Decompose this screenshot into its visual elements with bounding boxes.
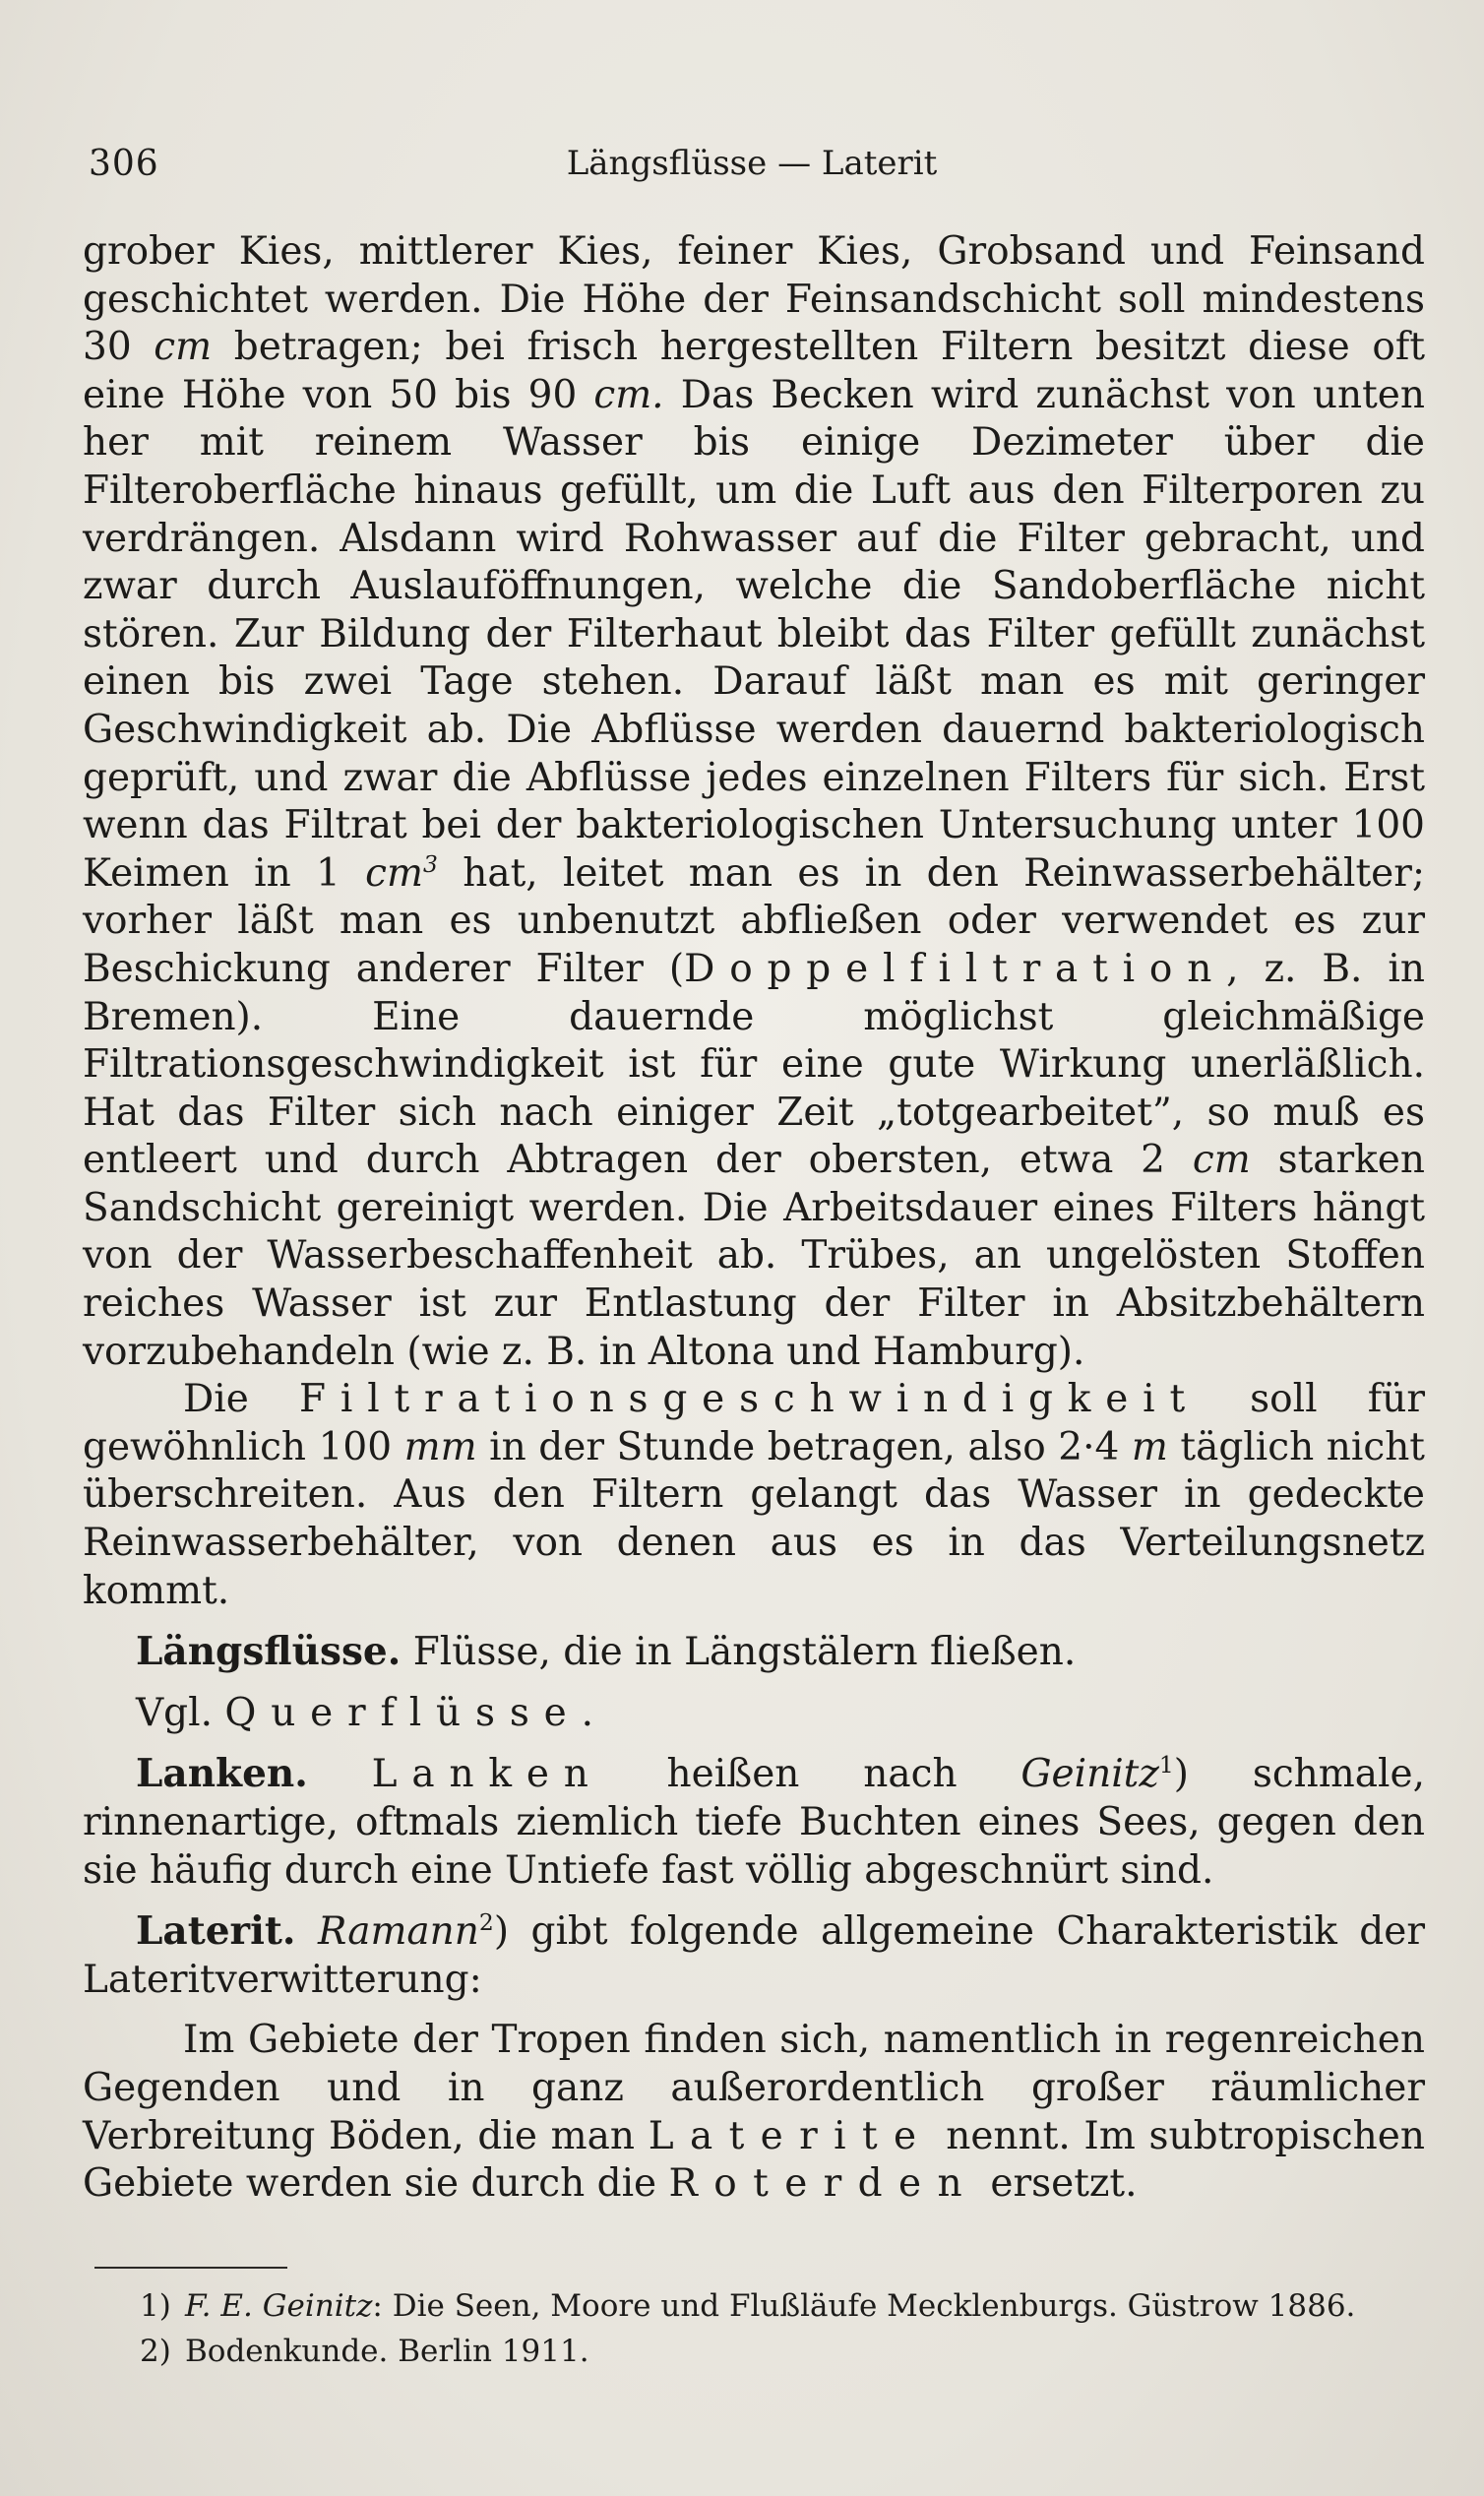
- footnote: 2) Bodenkunde. Berlin 1911.: [83, 2329, 1425, 2374]
- page-number: 306: [89, 144, 159, 184]
- spaced-term: Roterden: [668, 2161, 978, 2207]
- entry-laengsfluesse: Längsflüsse. Flüsse, die in Längstälern fließen.: [136, 1629, 1077, 1675]
- cross-reference: Vgl. Querflüsse.: [136, 1690, 593, 1735]
- body-text: [83, 228, 1425, 2221]
- spaced-term: Lanken: [371, 1752, 603, 1797]
- footnote-mark: 1): [140, 2288, 171, 2324]
- footnote-ref: 2: [478, 1908, 494, 1937]
- footnote-divider: [94, 2267, 287, 2269]
- unit: mm: [403, 1424, 477, 1469]
- spaced-term: Laterite: [648, 2113, 933, 2158]
- paragraph-filtration-speed: Die Filtrationsgeschwindigkeit soll für gewöhnlich 100 mm in der Stunde betragen, also 2·4 m täglich nicht überschreiten. Aus den Filtern gelangt das Wasser in gedeckte Reinwasserbehälter, von denen aus es in das Verteilungsnetz kommt.: [83, 1377, 1425, 1613]
- unit: m: [1131, 1424, 1168, 1469]
- footnotes: [83, 2283, 1425, 2374]
- superscript: 3: [423, 849, 438, 878]
- author-name: F. E. Geinitz: [185, 2288, 373, 2324]
- entry-heading: Laterit.: [136, 1908, 296, 1955]
- spaced-term: Doppelfiltration: [684, 946, 1227, 991]
- entry-heading: Lanken.: [136, 1751, 308, 1797]
- entry-laterit: Laterit. Ramann$^2$) gibt folgende allgemeine Charakteristik der Lateritverwitterung:: [83, 1908, 1425, 2002]
- unit: cm: [154, 325, 213, 370]
- spaced-term: Querflüsse: [224, 1690, 582, 1735]
- paragraph-filter-construction: grober Kies, mittlerer Kies, feiner Kies, Grobsand und Feinsand geschichtet werden. Die Höhe der Feinsandschicht soll mindestens 30 cm betragen; bei frisch hergestellten Filtern besitzt diese oft eine Höhe von 50 bis 90 cm. Das Becken wird zunächst von unten her mit reinem Wasser bis einige Dezimeter über die Filteroberfläche hinaus gefüllt, um die Luft aus den Filterporen zu verdrängen. Alsdann wird Rohwasser auf die Filter gebracht, und zwar durch Auslauföffnungen, welche die Sandoberfläche nicht stören. Zur Bildung der Filterhaut bleibt das Filter gefüllt zunächst einen bis zwei Tage stehen. Darauf läßt man es mit geringer Geschwindigkeit ab. Die Abflüsse werden dauernd bakteriologisch geprüft, und zwar die Abflüsse jedes einzelnen Filters für sich. Erst wenn das Filtrat bei der bakteriologischen Untersuchung unter 100 Keimen in 1 $cm^3$ hat, leitet man es in den Reinwasserbehälter; vorher läßt man es unbenutzt abfließen oder verwendet es zur Beschickung anderer Filter (Doppelfiltration, z. B. in Bremen). Eine dauernde möglichst gleichmäßige Filtrationsgeschwindigkeit ist für eine gute Wirkung unerläßlich. Hat das Filter sich nach einiger Zeit „totgearbeitet”, so muß es entleert und durch Abtragen der obersten, etwa 2 cm starken Sandschicht gereinigt werden. Die Arbeitsdauer eines Filters hängt von der Wasserbeschaffenheit ab. Trübes, an ungelösten Stoffen reiches Wasser ist zur Entlastung der Filter in Absitzbehältern vorzubehandeln (wie z. B. in Altona und Hamburg).: [83, 229, 1425, 1374]
- running-head: Längsflüsse — Laterit: [566, 144, 938, 183]
- unit: cm: [1192, 1138, 1251, 1183]
- footnote: 1) F. E. Geinitz: Die Seen, Moore und Flußläufe Mecklenburgs. Güstrow 1886.: [83, 2283, 1425, 2329]
- author-name: Geinitz: [1020, 1752, 1159, 1797]
- quoted-paragraph: Im Gebiete der Tropen finden sich, namentlich in regenreichen Gegenden und in ganz außerordentlich großer räumlicher Verbreitung Böden, die man Laterite nennt. Im subtropischen Gebiete werden sie durch die Roterden ersetzt.: [83, 2018, 1425, 2207]
- unit: cm: [365, 850, 423, 896]
- author-name: Ramann: [317, 1909, 479, 1955]
- entry-lanken: Lanken. Lanken heißen nach Geinitz$^1$) schmale, rinnenartige, oftmals ziemlich tiefe Buchten eines Sees, gegen den sie häufig durch eine Untiefe fast völlig abgeschnürt sind.: [83, 1751, 1425, 1893]
- footnote-ref: 1: [1158, 1751, 1174, 1779]
- footnote-mark: 2): [140, 2334, 171, 2369]
- entry-heading: Längsflüsse.: [136, 1629, 402, 1675]
- page-header: [83, 140, 1421, 199]
- unit: cm.: [593, 372, 664, 417]
- spaced-term: Filtrationsgeschwindigkeit: [299, 1377, 1200, 1422]
